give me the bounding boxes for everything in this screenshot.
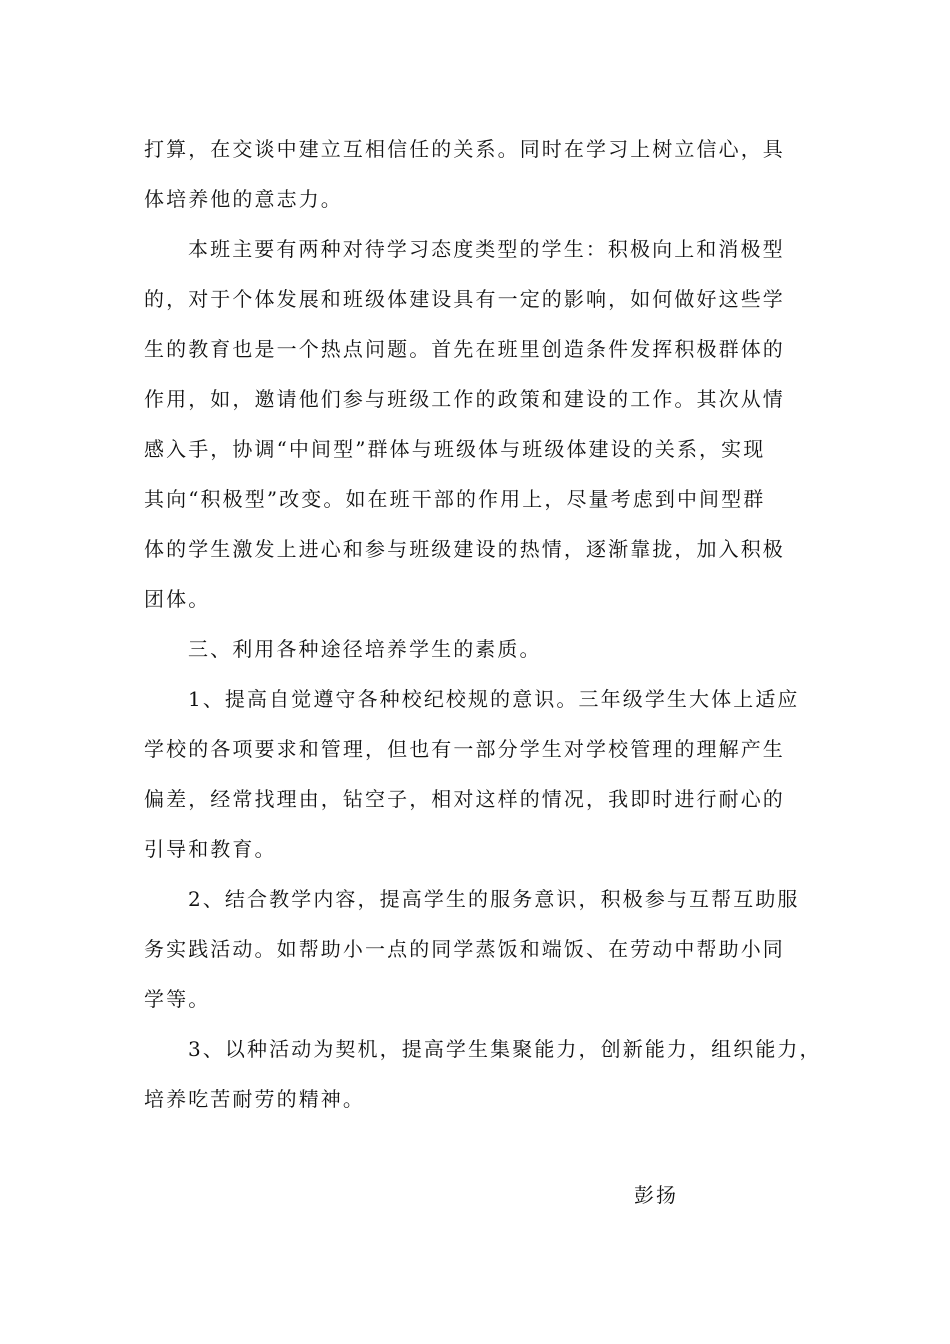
text-line: 的，对于个体发展和班级体建设具有一定的影响，如何做好这些学 — [144, 287, 785, 311]
text-line: 3、以种活动为契机，提高学生集聚能力，创新能力，组织能力， — [188, 1037, 822, 1061]
text-line: 其向“积极型”改变。如在班干部的作用上，尽量考虑到中间型群 — [144, 487, 766, 511]
text-line: 体的学生激发上进心和参与班级建设的热情，逐渐靠拢，加入积极 — [144, 537, 785, 561]
text-line: 学校的各项要求和管理，但也有一部分学生对学校管理的理解产生 — [144, 737, 785, 761]
text-line: 偏差，经常找理由，钻空子，相对这样的情况，我即时进行耐心的 — [144, 787, 785, 811]
paragraph-1 — [144, 124, 812, 224]
text-line: 生的教育也是一个热点问题。首先在班里创造条件发挥积极群体的 — [144, 337, 785, 361]
text-line: 打算，在交谈中建立互相信任的关系。同时在学习上树立信心，具 — [144, 137, 785, 161]
paragraph-2 — [144, 224, 812, 624]
text-line: 1、提高自觉遵守各种校纪校规的意识。三年级学生大体上适应 — [188, 687, 800, 711]
text-line: 学等。 — [144, 987, 211, 1011]
text-line: 作用，如，邀请他们参与班级工作的政策和建设的工作。其次从情 — [144, 387, 785, 411]
text-line: 本班主要有两种对待学习态度类型的学生：积极向上和消极型 — [188, 237, 785, 261]
text-line: 务实践活动。如帮助小一点的同学蒸饭和端饭、在劳动中帮助小同 — [144, 937, 785, 961]
paragraph-item-2 — [144, 874, 812, 1024]
document-body — [144, 124, 822, 1124]
text-line: 团体。 — [144, 587, 211, 611]
signature: 彭扬 — [634, 1183, 678, 1207]
section-heading — [144, 624, 812, 674]
text-line: 感入手，协调“中间型”群体与班级体与班级体建设的关系，实现 — [144, 437, 766, 461]
text-line: 三、利用各种途径培养学生的素质。 — [188, 637, 542, 661]
paragraph-item-3 — [144, 1024, 822, 1124]
paragraph-item-1 — [144, 674, 812, 874]
text-line: 引导和教育。 — [144, 837, 277, 861]
text-line: 体培养他的意志力。 — [144, 187, 343, 211]
text-line: 2、结合教学内容，提高学生的服务意识，积极参与互帮互助服 — [188, 887, 800, 911]
text-line: 培养吃苦耐劳的精神。 — [144, 1087, 365, 1111]
